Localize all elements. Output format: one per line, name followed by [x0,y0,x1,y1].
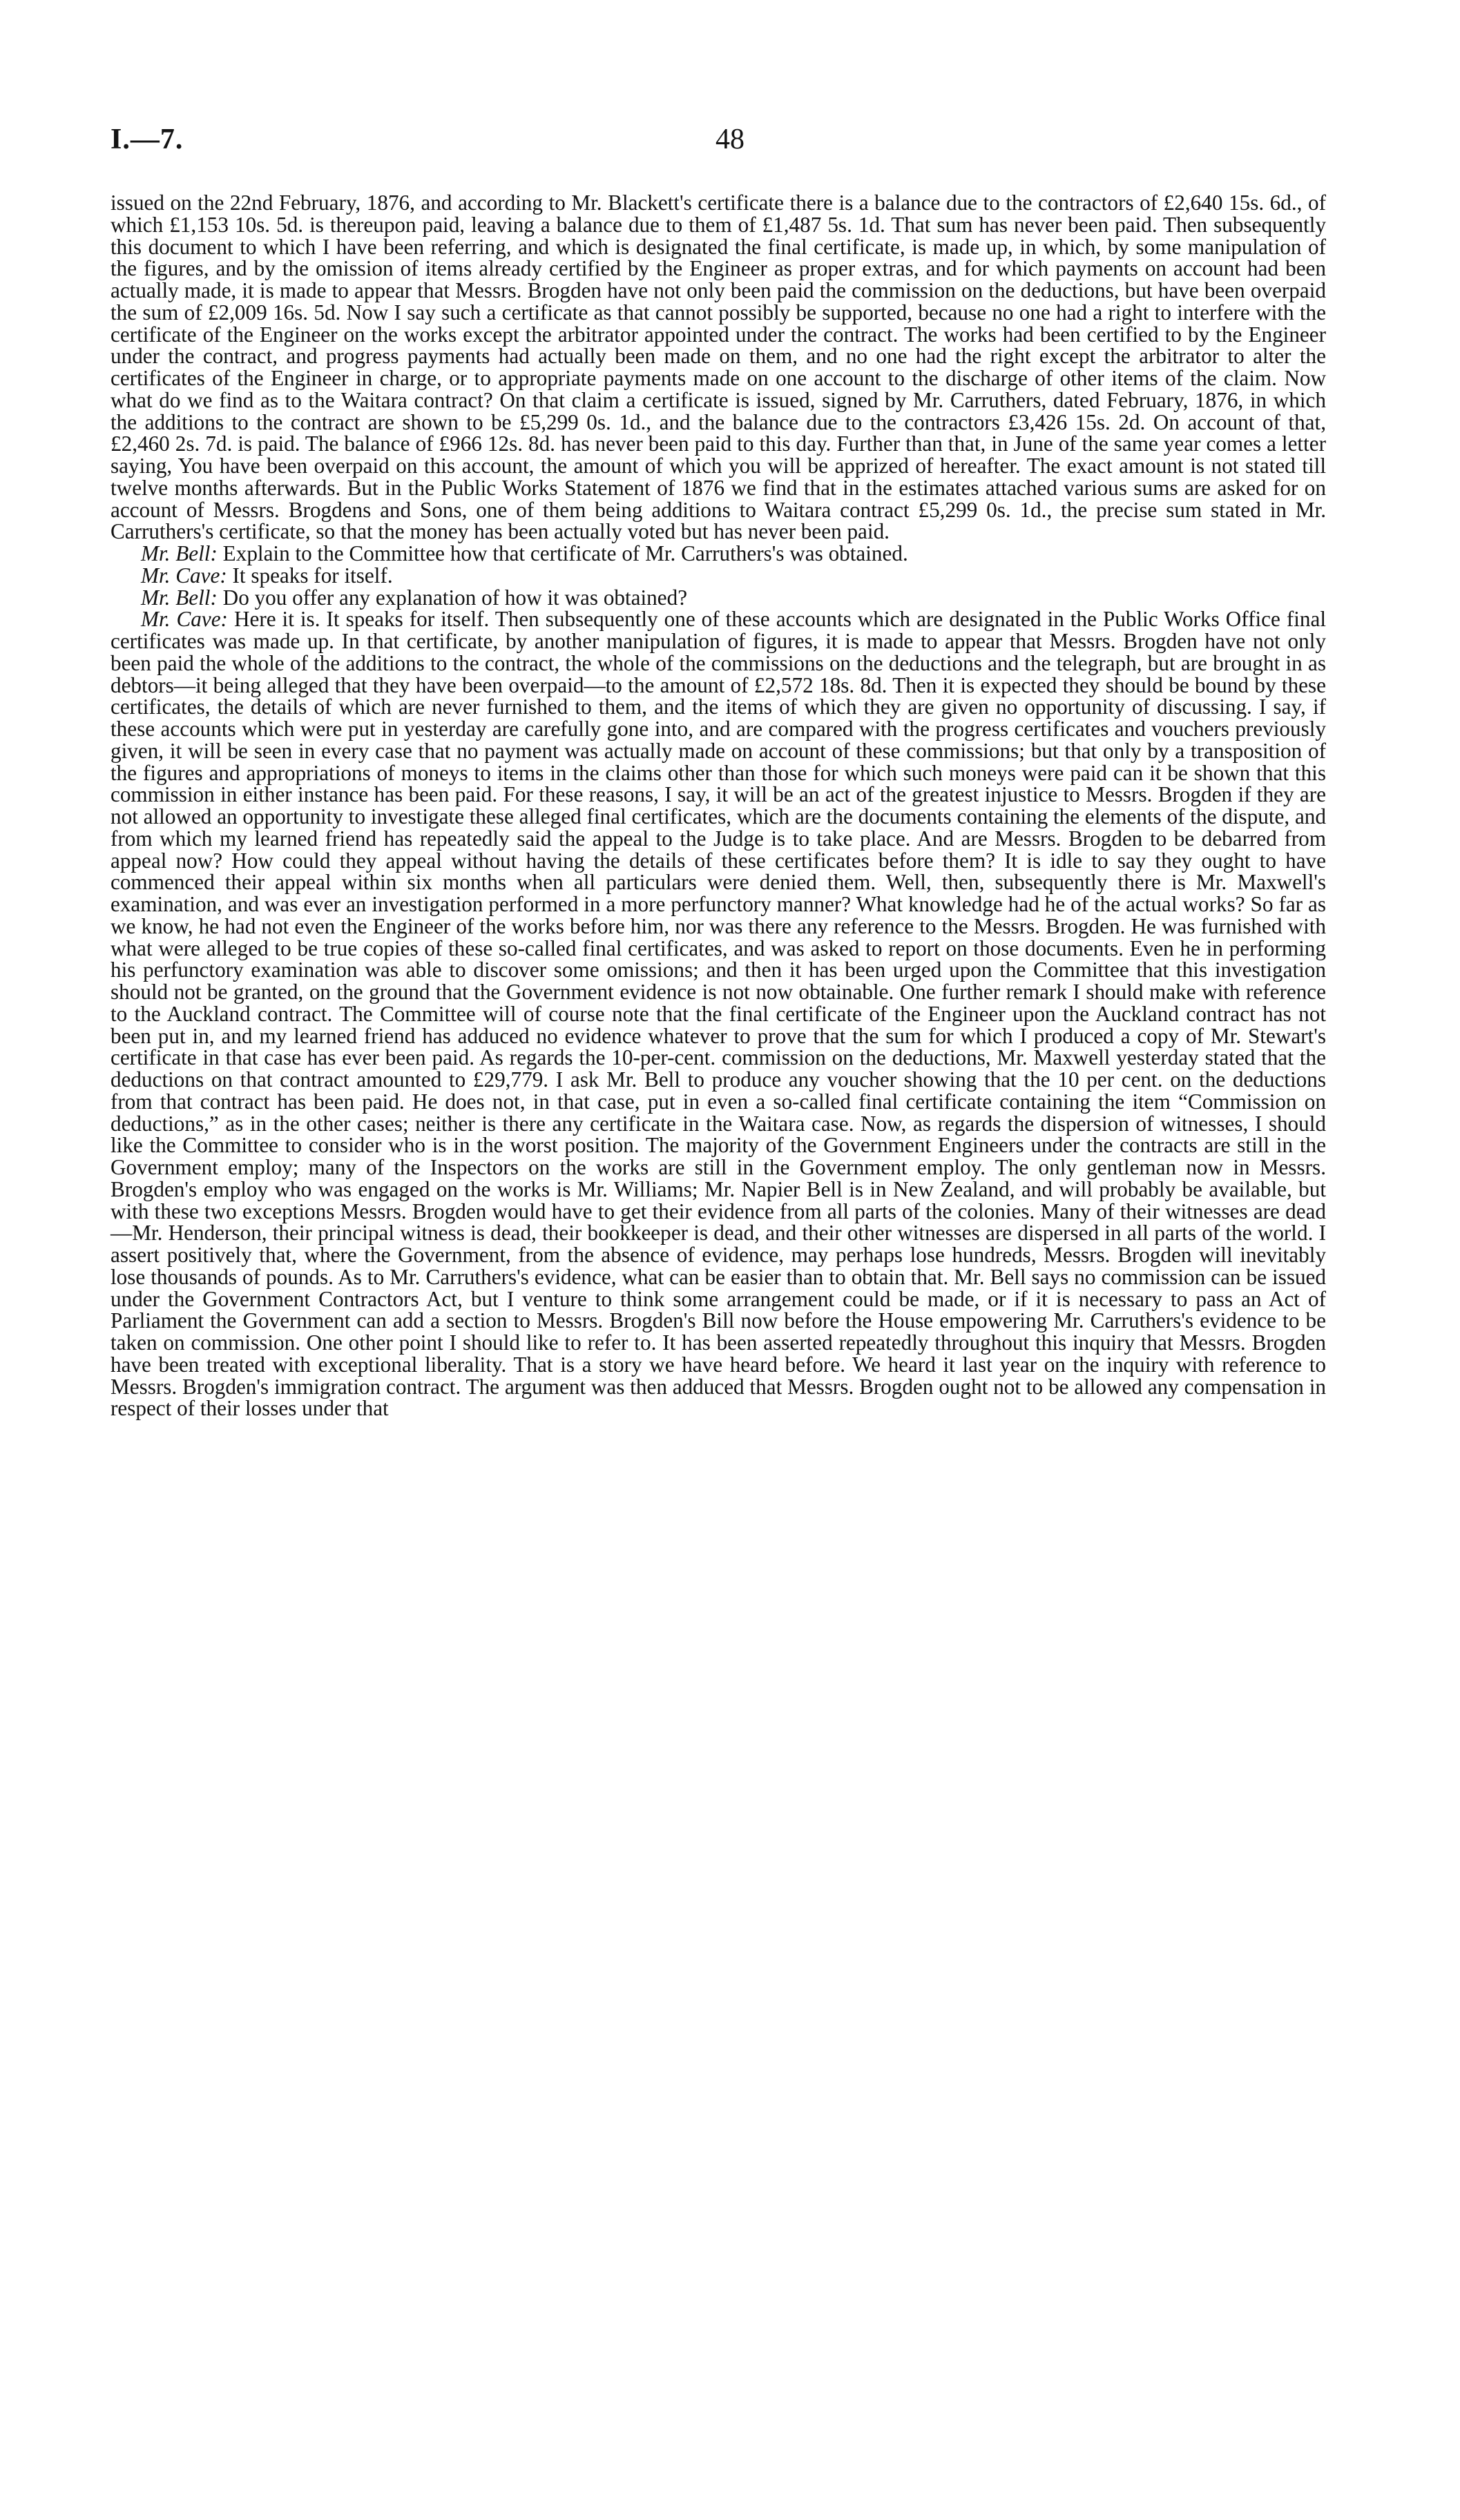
speaker-name: Mr. Bell: [141,585,218,610]
speaker-name: Mr. Cave: [141,563,227,588]
speaker-name: Mr. Bell: [141,541,218,565]
body-text [111,192,1326,1419]
page-number: 48 [715,124,745,155]
document-reference: I.—7. [111,124,184,155]
paragraph-text: It speaks for itself. [232,563,393,588]
dialogue-paragraph [111,565,1326,587]
dialogue-paragraph [111,587,1326,609]
dialogue-paragraph [111,543,1326,565]
paragraph-continuation [111,192,1326,543]
paragraph-text: Explain to the Committee how that certificate of Mr. Carruthers's was obtained. [222,541,908,565]
speaker-name: Mr. Cave: [141,607,228,632]
paragraph-text: issued on the 22nd February, 1876, and according to Mr. Blackett's certificate there is a balance due to the contractors of £2,640 15s. 6d., of which £1,153 10s. 5d. is thereupon paid, leaving a balance due to them of £1,487 5s. 1d. That sum has never been paid. Then subsequently this document to which I have been referring, and which is designated the final certificate, is made up, in which, by some manipulation of the figures, and by the omission of items already certified by the Engineer as proper extras, and for which payments on account had been actually made, it is made to appear that Messrs. Brogden have not only been paid the commission on the deductions, but have been overpaid the sum of £2,009 16s. 5d. Now I say such a certificate as that cannot possibly be supported, because no one had a right to interfere with the certificate of the Engineer on the works except the arbitrator appointed under the contract. The works had been certified to by the Engineer under the contract, and progress payments had actually been made on them, and no one had the right except the arbitrator to alter the certificates of the Engineer in charge, or to appropriate payments made on one account to the discharge of other items of the claim. Now what do we find as to the Waitara contract? On that claim a certificate is issued, signed by Mr. Carruthers, dated February, 1876, in which the additions to the contract are shown to be £5,299 0s. 1d., and the balance due to the contractors £3,426 15s. 2d. On account of that, £2,460 2s. 7d. is paid. The balance of £966 12s. 8d. has never been paid to this day. Further than that, in June of the same year comes a letter saying, You have been overpaid on this account, the amount of which you will be apprized of hereafter. The exact amount is not stated till twelve months afterwards. But in the Public Works Statement of 1876 we find that in the estimates attached various sums are asked for on account of Messrs. Brogdens and Sons, one of them being additions to Waitara contract £5,299 0s. 1d., the precise sum stated in Mr. Carruthers's certificate, so that the money has been actually voted but has never been paid. [111,191,1326,544]
running-header [111,123,1349,164]
paragraph-text: Do you offer any explanation of how it was obtained? [222,585,688,610]
dialogue-paragraph [111,608,1326,1419]
paragraph-text: Here it is. It speaks for itself. Then subsequently one of these accounts which are designated in the Public Works Office final certificates was made up. In that certificate, by another manipulation of figures, it is made to appear that Messrs. Brogden have not only been paid the whole of the additions to the contract, the whole of the commissions on the deductions and the telegraph, but are brought in as debtors—it being alleged that they have been overpaid—to the amount of £2,572 18s. 8d. Then it is expected they should be bound by these certificates, the details of which are never furnished to them, and the items of which they are given no opportunity of discussing. I say, if these accounts which were put in yesterday are carefully gone into, and are compared with the progress certificates and vouchers previously given, it will be seen in every case that no payment was actually made on account of these commissions; but that only by a transposition of the figures and appropriations of moneys to items in the claims other than those for which such moneys were paid can it be shown that this commission in either instance has been paid. For these reasons, I say, it will be an act of the greatest injustice to Messrs. Brogden if they are not allowed an opportunity to investigate these alleged final certificates, which are the documents containing the elements of the dispute, and from which my learned friend has repeatedly said the appeal to the Judge is to take place. And are Messrs. Brogden to be debarred from appeal now? How could they appeal without having the details of these certificates before them? It is idle to say they ought to have commenced their appeal within six months when all particulars were denied them. Well, then, subsequently there is Mr. Maxwell's examination, and was ever an investigation performed in a more perfunctory manner? What knowledge had he of the actual works? So far as we know, he had not even the Engineer of the works before him, nor was there any reference to the Messrs. Brogden. He was furnished with what were alleged to be true copies of these so-called final certificates, and was asked to report on those documents. Even he in performing his perfunctory examination was able to discover some omissions; and then it has been urged upon the Committee that this investigation should not be granted, on the ground that the Government evidence is not now obtainable. One further remark I should make with reference to the Auckland contract. The Committee will of course note that the final certificate of the Engineer upon the Auckland contract has not been put in, and my learned friend has adduced no evidence whatever to prove that the sum for which I produced a copy of Mr. Stewart's certificate in that case has ever been paid. As regards the 10-per-cent. commission on the deductions, Mr. Maxwell yesterday stated that the deductions on that contract amounted to £29,779. I ask Mr. Bell to produce any voucher showing that the 10 per cent. on the deductions from that contract has been paid. He does not, in that case, put in even a so-called final certificate containing the item “Commission on deductions,” as in the other cases; neither is there any certificate in the Waitara case. Now, as regards the dispersion of witnesses, I should like the Committee to consider who is in the worst position. The majority of the Government Engineers under the contracts are still in the Government employ; many of the Inspectors on the works are still in the Government employ. The only gentleman now in Messrs. Brogden's employ who was engaged on the works is Mr. Williams; Mr. Napier Bell is in New Zealand, and will probably be available, but with these two exceptions Messrs. Brogden would have to get their evidence from all parts of the colonies. Many of their witnesses are dead—Mr. Henderson, their principal witness is dead, their bookkeeper is dead, and their other witnesses are dispersed in all parts of the world. I assert positively that, where the Government, from the absence of evidence, may perhaps lose hundreds, Messrs. Brogden will inevitably lose thousands of pounds. As to Mr. Carruthers's evidence, what can be easier than to obtain that. Mr. Bell says no commission can be issued under the Government Contractors Act, but I venture to think some arrangement could be made, or if it is necessary to pass an Act of Parliament the Government can add a section to Messrs. Brogden's Bill now before the House empowering Mr. Carruthers's evidence to be taken on commission. One other point I should like to refer to. It has been asserted repeatedly throughout this inquiry that Messrs. Brogden have been treated with exceptional liberality. That is a story we have heard before. We heard it last year on the inquiry with reference to Messrs. Brogden's immigration contract. The argument was then adduced that Messrs. Brogden ought not to be allowed any compensation in respect of their losses under that [111,607,1326,1421]
